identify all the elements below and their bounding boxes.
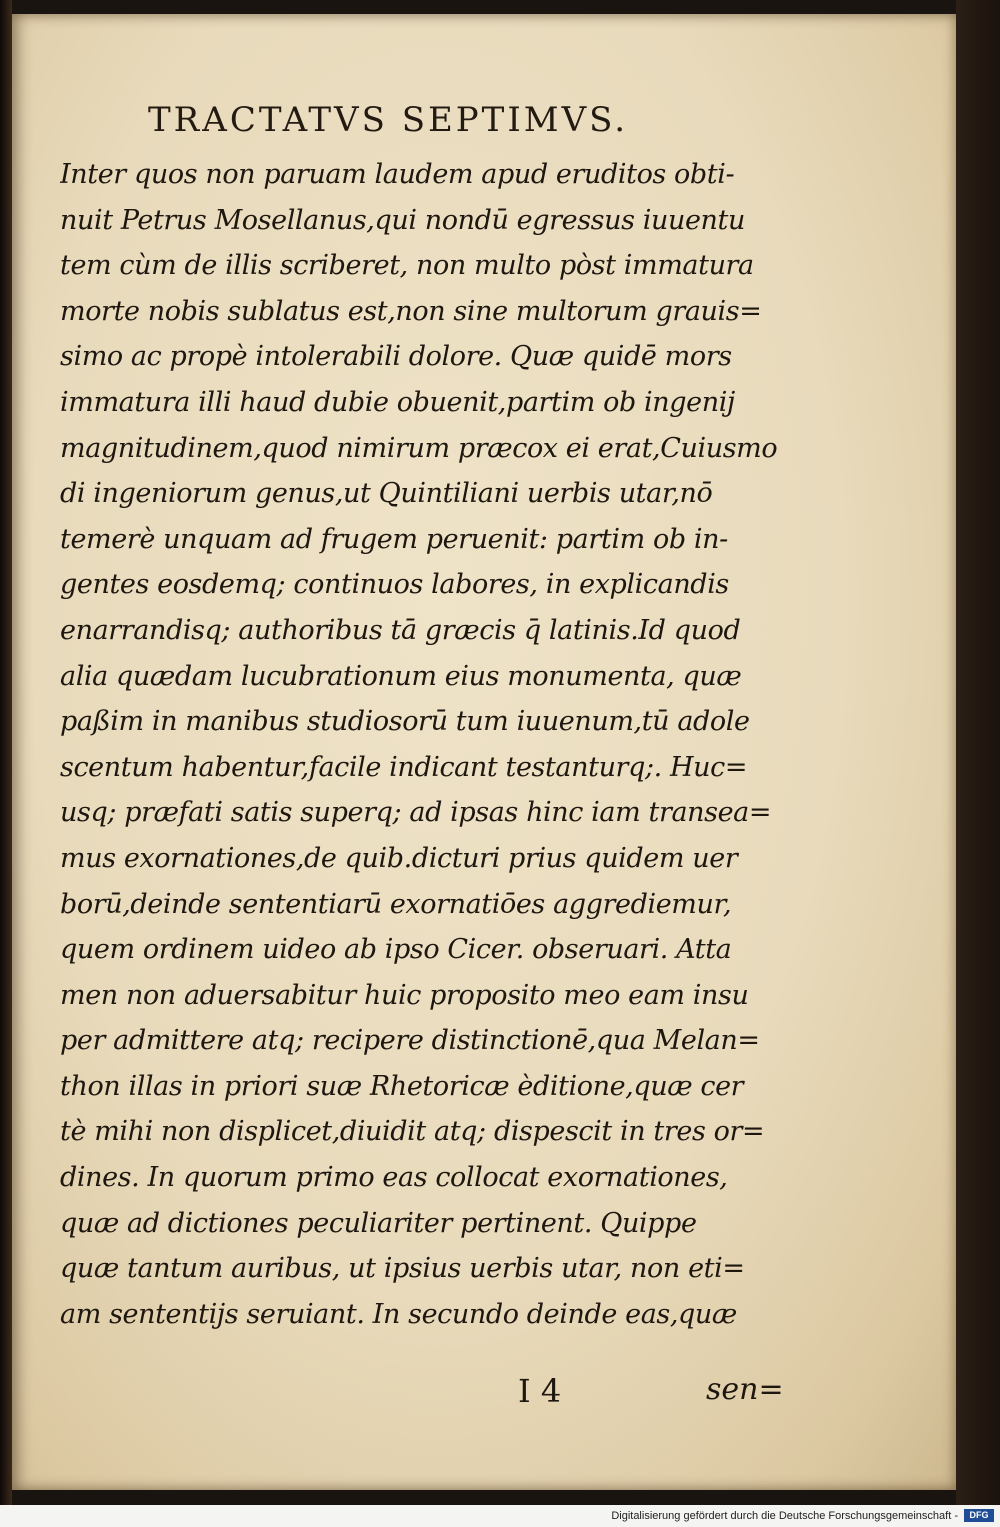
text-line: am sententijs seruiant. In secundo deinde eas,quæ xyxy=(60,1298,737,1330)
funding-note: Digitalisierung gefördert durch die Deutsche Forschungsgemeinschaft - xyxy=(611,1510,958,1522)
text-line: enarrandisq; authoribus tā græcis q̄ latinis.Id quod xyxy=(60,614,741,646)
catchword: sen= xyxy=(706,1372,784,1407)
text-line: men non aduersabitur huic proposito meo eam insu xyxy=(60,979,749,1011)
dfg-logo[interactable]: DFG xyxy=(964,1509,994,1522)
text-line: quæ ad dictiones peculiariter pertinent. Quippe xyxy=(60,1207,697,1239)
text-line: alia quædam lucubrationum eius monumenta, quæ xyxy=(60,660,742,692)
text-line: scentum habentur,facile indicant testanturq;. Huc= xyxy=(60,751,748,783)
text-line: morte nobis sublatus est,non sine multorum grauis= xyxy=(60,295,762,327)
text-line: immatura illi haud dubie obuenit,partim ob ingenij xyxy=(60,386,735,418)
text-line: quem ordinem uideo ab ipso Cicer. obseruari. Atta xyxy=(60,934,732,966)
text-line: per admittere atq; recipere distinctionē,qua Melan= xyxy=(60,1025,760,1057)
text-line: gentes eosdemq; continuos labores, in explicandis xyxy=(60,569,729,601)
text-line: magnitudinem,quod nimirum præcox ei erat,Cuiusmo xyxy=(60,432,778,464)
text-line: nuit Petrus Mosellanus,qui nondū egressus iuuentu xyxy=(60,204,745,236)
text-block xyxy=(60,152,850,1337)
text-line: borū,deinde sententiarū exornatiōes aggrediemur, xyxy=(60,888,732,920)
text-line: temerè unquam ad frugem peruenit: partim ob in- xyxy=(60,523,728,555)
signature-mark: I 4 xyxy=(518,1372,562,1410)
text-line: tè mihi non displicet,diuidit atq; dispescit in tres or= xyxy=(60,1116,765,1148)
running-head: TRACTATVS SEPTIMVS. xyxy=(148,100,629,140)
text-line: thon illas in priori suæ Rhetoricæ èditione,quæ cer xyxy=(60,1070,744,1102)
text-line: paßim in manibus studiosorū tum iuuenum,tū adole xyxy=(60,706,750,738)
text-line: di ingeniorum genus,ut Quintiliani uerbis utar,nō xyxy=(60,478,713,510)
text-line: usq; præfati satis superq; ad ipsas hinc iam transea= xyxy=(60,797,772,829)
text-line: simo ac propè intolerabili dolore. Quæ quidē mors xyxy=(60,341,732,373)
text-line: Inter quos non paruam laudem apud eruditos obti- xyxy=(60,159,735,190)
text-line: dines. In quorum primo eas collocat exornationes, xyxy=(60,1162,728,1194)
text-line: mus exornationes,de quib.dicturi prius quidem uer xyxy=(60,842,738,874)
binding-edge xyxy=(0,0,12,1505)
right-frame-edge xyxy=(956,0,1000,1505)
text-line: tem cùm de illis scriberet, non multo pòst immatura xyxy=(60,250,754,282)
text-line: quæ tantum auribus, ut ipsius uerbis utar, non eti= xyxy=(60,1253,745,1285)
